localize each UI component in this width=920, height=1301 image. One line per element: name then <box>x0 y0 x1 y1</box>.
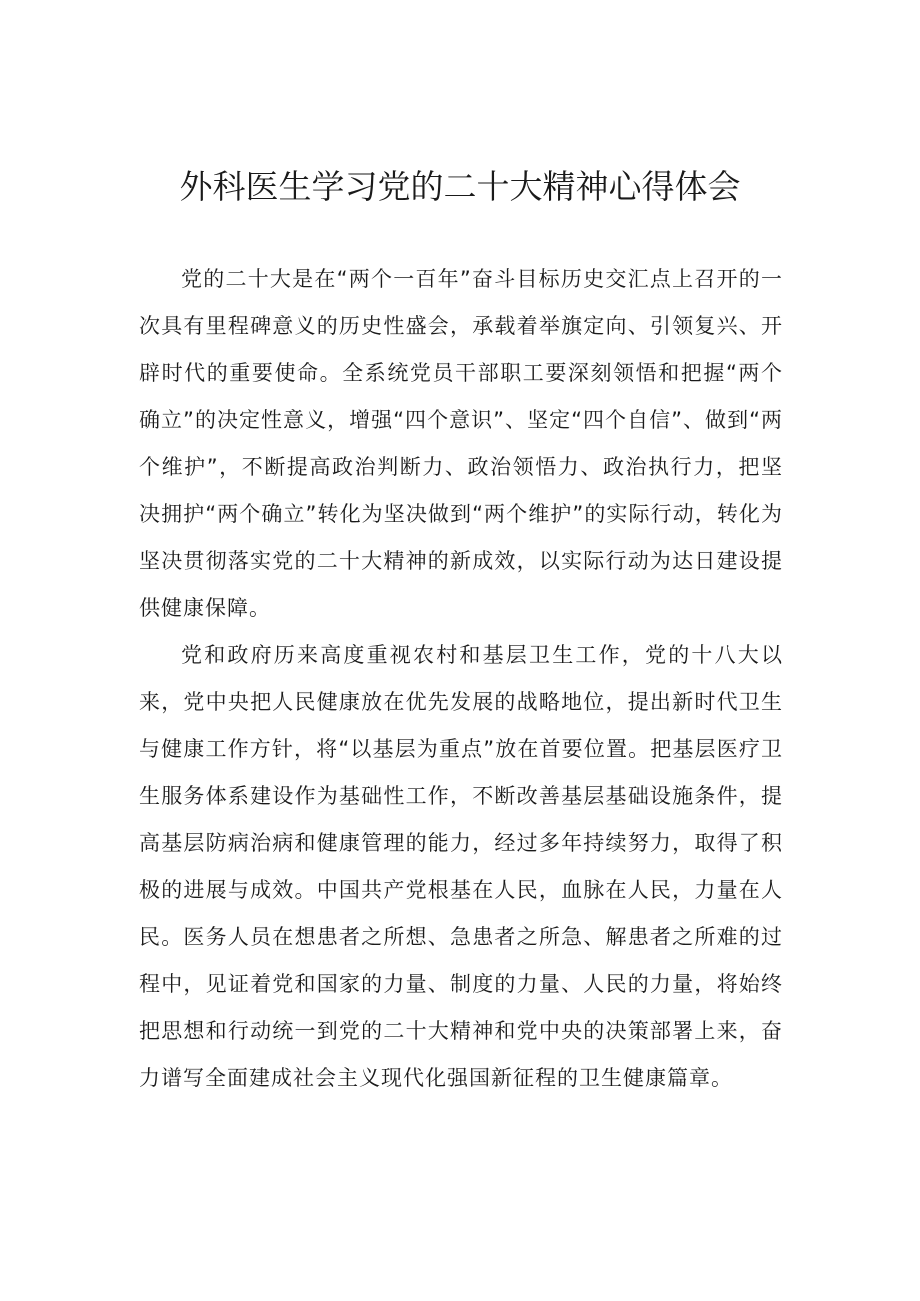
document-body <box>139 256 783 1102</box>
document-title: 外科医生学习党的二十大精神心得体会 <box>179 167 741 206</box>
paragraph-2: 党和政府历来高度重视农村和基层卫生工作，党的十八大以来，党中央把人民健康放在优先发展的战略地位，提出新时代卫生与健康工作方针，将“以基层为重点”放在首要位置。把基层医疗卫生服务体系建设作为基础性工作，不断改善基层基础设施条件，提高基层防病治病和健康管理的能力，经过多年持续努力，取得了积极的进展与成效。中国共产党根基在人民，血脉在人民，力量在人民。医务人员在想患者之所想、急患者之所急、解患者之所难的过程中，见证着党和国家的力量、制度的力量、人民的力量，将始终把思想和行动统一到党的二十大精神和党中央的决策部署上来，奋力谱写全面建成社会主义现代化强国新征程的卫生健康篇章。 <box>139 643 783 1090</box>
paragraph-1: 党的二十大是在“两个一百年”奋斗目标历史交汇点上召开的一次具有里程碑意义的历史性盛会，承载着举旗定向、引领复兴、开辟时代的重要使命。全系统党员干部职工要深刻领悟和把握“两个确立”的决定性意义，增强“四个意识”、坚定“四个自信”、做到“两个维护”，不断提高政治判断力、政治领悟力、政治执行力，把坚决拥护“两个确立”转化为坚决做到“两个维护”的实际行动，转化为坚决贯彻落实党的二十大精神的新成效，以实际行动为达日建设提供健康保障。 <box>139 267 783 620</box>
